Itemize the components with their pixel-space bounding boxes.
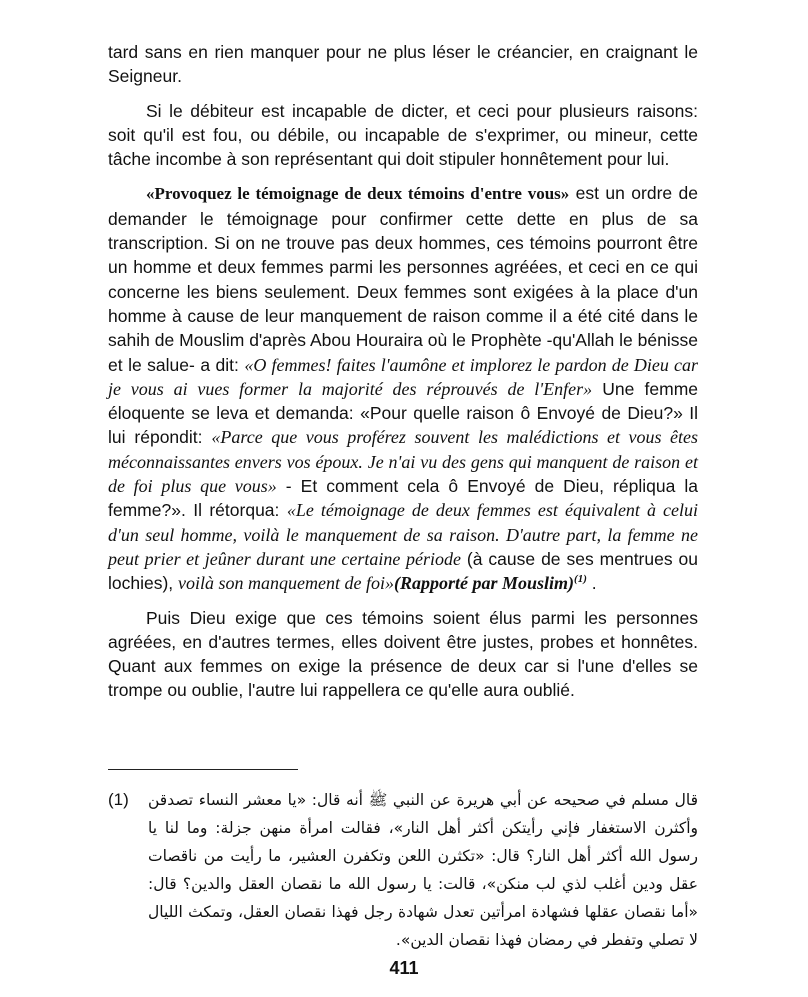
- paragraph-3-text-2: Une femme éloquente se leva et demanda: «Pour quelle raison ô Envoyé de Dieu?» Il lui répondit:: [108, 378, 699, 448]
- footnote-divider: [108, 769, 298, 770]
- footnote-text: قال مسلم في صحيحه عن أبي هريرة عن النبي ﷺ أنه قال: «يا معشر النساء تصدقن وأكثرن الاستغفار فإني رأيتكن أكثر أهل النار»، فقالت امرأة منهن جزلة: وما لنا يا رسول الله أكثر أهل النار؟ قال: «تكثرن اللعن وتكفرن العشير، ما رأيت من ناقصات عقل ودين أغلب لذي لب منكن»، قالت: يا رسول الله ما نقصان العقل والدين؟ قال: «أما نقصان عقلها فشهادة امرأتين تعدل شهادة رجل فهذا نقصان العقل، وتمكث الليال لا تصلي وتفطر في رمضان فهذا نقصان الدين».: [148, 791, 698, 949]
- paragraph-3-text-1: est un ordre de demander le témoignage pour confirmer cette dette en plus de sa transcription. Si on ne trouve pas deux hommes, ces témoins pourront être un homme et deux femmes parmi les personnes agréées, et ceci en ce qui concerne les biens seulement. Deux femmes sont exigées à la place d'un homme à cause de leur manquement de raison comme il a été cité dans le sahih de Mouslim d'après Abou Houraira où le Prophète -qu'Allah le bénisse et le salue- a dit:: [108, 183, 698, 375]
- hadith-quote-1: «O femmes! faites l'aumône et implorez le pardon de Dieu car je vous ai vues former la majorité des réprouvés de l'Enfer»: [108, 354, 698, 399]
- paragraph-3-end: .: [586, 573, 597, 594]
- page-number: 411: [389, 958, 419, 978]
- paragraph-3-text-3: - Et comment cela ô Envoyé de Dieu, répliqua la femme?». Il rétorqua:: [108, 476, 698, 521]
- paragraph-3: [108, 181, 698, 595]
- hadith-quote-3: «Le témoignage de deux femmes est équivalent à celui d'un seul homme, voilà le manquement de sa raison. D'autre part, la femme ne peut prier et jeûner durant une certaine période: [108, 500, 698, 569]
- page-body: [108, 40, 698, 703]
- paragraph-1: tard sans en rien manquer pour ne plus léser le créancier, en craignant le Seigneur.: [108, 42, 698, 87]
- hadith-quote-2: «Parce que vous proférez souvent les malédictions et vous êtes méconnaissantes envers vos époux. Je n'ai vu des gens qui manquent de raison et de foi plus que vous»: [108, 427, 698, 497]
- source-citation: (Rapporté par Mouslim): [394, 573, 575, 594]
- paragraph-3-text-4: (à cause de ses mentrues ou lochies),: [108, 548, 699, 594]
- footnote-number: (1): [108, 790, 129, 809]
- paragraph-4: Puis Dieu exige que ces témoins soient élus parmi les personnes agréées, en d'autres termes, elles doivent être justes, probes et honnêtes. Quant aux femmes on exige la présence de deux car si l'une d'elles se trompe ou oublie, l'autre lui rappellera ce qu'elle aura oublié.: [108, 607, 698, 701]
- footnote-reference: (1): [574, 573, 587, 586]
- paragraph-2: Si le débiteur est incapable de dicter, et ceci pour plusieurs raisons: soit qu'il est fou, ou débile, ou incapable de s'exprimer, ou mineur, cette tâche incombe à son représentant qui doit stipuler honnêtement pour lui.: [108, 100, 698, 170]
- verse-quote: «Provoquez le témoignage de deux témoins d'entre vous»: [146, 184, 570, 204]
- hadith-quote-4: voilà son manquement de foi»: [178, 573, 394, 594]
